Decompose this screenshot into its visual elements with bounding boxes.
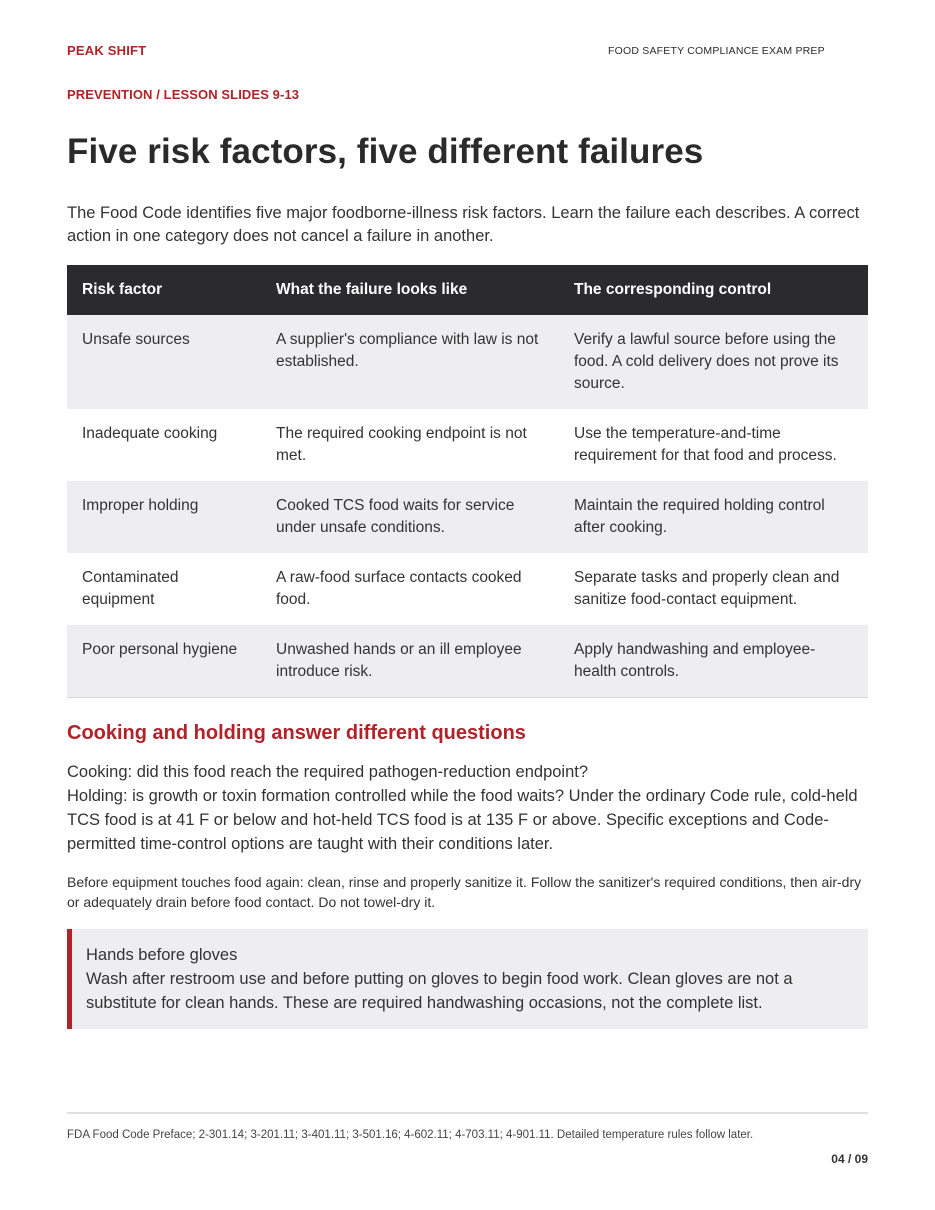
page [67,0,868,1210]
column-header: The corresponding control [559,265,868,315]
column-header: What the failure looks like [261,265,559,315]
table-row [67,481,868,553]
risk-factor-cell: Contaminated equipment [82,569,179,608]
footer-divider [67,1112,868,1114]
failure-cell: Cooked TCS food waits for service under unsafe conditions. [261,481,559,553]
control-cell: Separate tasks and properly clean and sanitize food-contact equipment. [574,569,840,608]
risk-factor-cell: Improper holding [67,481,261,553]
section-heading: Cooking and holding answer different questions [67,722,526,744]
cooking-holding-paragraph [67,760,868,856]
table-row [67,625,868,698]
failure-cell: A supplier's compliance with law is not established. [261,315,559,409]
document-title: FOOD SAFETY COMPLIANCE EXAM PREP [608,45,825,57]
risk-factor-cell: Inadequate cooking [82,425,218,442]
control-cell: Use the temperature-and-time requirement for that food and process. [574,425,837,464]
table-header-row [67,265,868,315]
handwashing-callout [67,929,868,1029]
risk-factor-table [67,265,868,698]
control-cell: Maintain the required holding control after cooking. [559,481,868,553]
table-row [67,315,868,409]
page-title: Five risk factors, five different failures [67,132,704,171]
risk-factor-cell: Poor personal hygiene [67,625,261,698]
column-header: Risk factor [67,265,261,315]
equipment-note: Before equipment touches food again: clean, rinse and properly sanitize it. Follow the sanitizer's required conditions, then air-dry or adequately drain before food contact. Do not towel-dry it. [67,874,862,910]
failure-cell: The required cooking endpoint is not met. [276,425,527,464]
failure-cell: A raw-food surface contacts cooked food. [276,569,522,608]
control-cell: Apply handwashing and employee-health controls. [559,625,868,698]
callout-body: Wash after restroom use and before putting on gloves to begin food work. Clean gloves are not a substitute for clean hands. These are required handwashing occasions, not the complete list. [86,970,793,1012]
holding-line: Holding: is growth or toxin formation controlled while the food waits? Under the ordinary Code rule, cold-held TCS food is at 41 F or below and hot-held TCS food is at 135 F or above. Specific exceptions and Code-permitted time-control options are taught with their conditions later. [67,787,858,853]
cooking-line: Cooking: did this food reach the required pathogen-reduction endpoint? [67,763,589,781]
page-number: 04 / 09 [831,1152,868,1166]
failure-cell: Unwashed hands or an ill employee introduce risk. [261,625,559,698]
table-row [67,553,868,625]
risk-factor-cell: Unsafe sources [67,315,261,409]
callout-title: Hands before gloves [86,946,238,964]
intro-paragraph: The Food Code identifies five major foodborne-illness risk factors. Learn the failure each describes. A correct action in one category does not cancel a failure in another. [67,204,860,245]
brand-name: PEAK SHIFT [67,43,147,58]
table-row [67,409,868,481]
source-citations: FDA Food Code Preface; 2-301.14; 3-201.11; 3-401.11; 3-501.16; 4-602.11; 4-703.11; 4-901.11. Detailed temperature rules follow later. [67,1129,754,1141]
control-cell: Verify a lawful source before using the food. A cold delivery does not prove its source. [559,315,868,409]
breadcrumb: PREVENTION / LESSON SLIDES 9-13 [67,87,300,102]
